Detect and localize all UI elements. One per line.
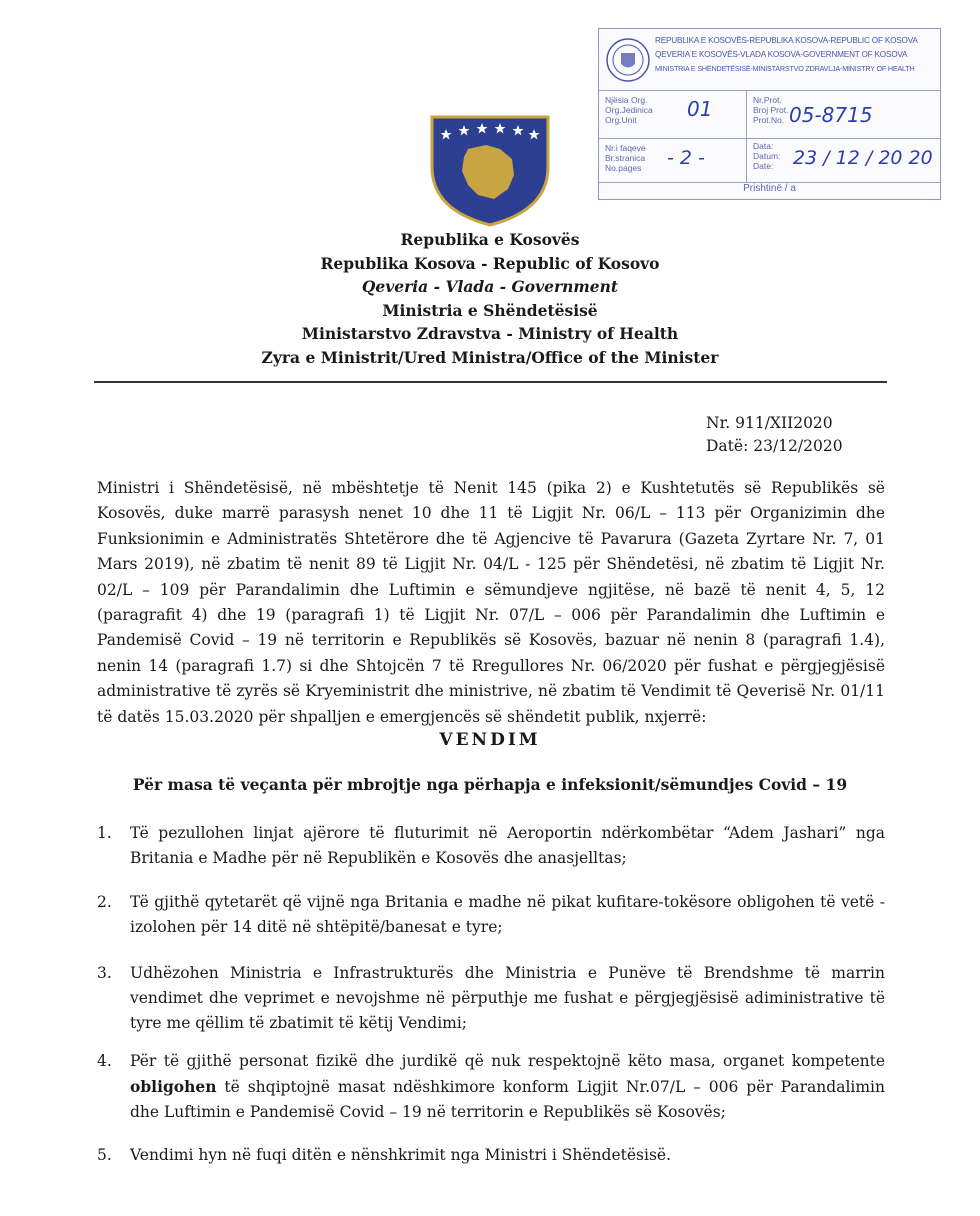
decision-item <box>97 821 885 871</box>
item-text: Udhëzohen Ministria e Infrastrukturës dhe Ministria e Punëve të Brendshme të marrin vendimet dhe veprimet e nevojshme në përputhje me fushat e përgjegjësisë adiministrative të tyre me qëllim të zbatimit të këtij Vendimi; <box>130 964 885 1032</box>
decision-item <box>97 890 885 940</box>
stamp-label: Br.stranica <box>605 153 646 163</box>
decision-item <box>97 1143 885 1168</box>
header-divider <box>94 381 887 383</box>
item-number: 3. <box>97 964 112 982</box>
stamp-label: Org.Jedinica <box>605 105 653 115</box>
stamp-protocol-value: 05-8715 <box>789 103 873 127</box>
stamp-header <box>599 29 940 91</box>
stamp-label: Date: <box>753 161 774 171</box>
item-text-bold: obligohen <box>130 1077 217 1096</box>
stamp-label: No.pages <box>605 163 642 173</box>
header-ministry: Ministria e Shëndetësisë <box>382 300 598 320</box>
item-number: 1. <box>97 824 112 842</box>
stamp-label: Nr.i faqeve <box>605 143 646 153</box>
stamp-label: Nr.Prot. <box>753 95 782 105</box>
stamp-header-line: MINISTRIA E SHËNDETËSISË-MINISTARSTVO ZDRAVLJA-MINISTRY OF HEALTH <box>655 64 915 73</box>
decision-subtitle: Për masa të veçanta për mbrojtje nga përhapja e infeksionit/sëmundjes Covid – 19 <box>132 775 848 794</box>
reference-date: Datë: 23/12/2020 <box>706 437 843 455</box>
item-text <box>130 1049 885 1125</box>
header-office: Zyra e Ministrit/Ured Ministra/Office of the Minister <box>261 347 719 367</box>
stamp-place: Prishtinë / a <box>743 183 796 194</box>
item-number: 5. <box>97 1146 112 1164</box>
stamp-label: Datum: <box>753 151 781 161</box>
header-republic-translations: Republika Kosova - Republic of Kosovo <box>320 253 660 273</box>
header-government: Qeveria - Vlada - Government <box>361 277 619 297</box>
stamp-pages-value: - 2 - <box>667 147 705 169</box>
stamp-label: Prot.No. <box>753 115 785 125</box>
stamp-label: Data: <box>753 141 774 151</box>
header-republic: Republika e Kosovës <box>400 230 580 249</box>
stamp-unit-value: 01 <box>687 97 713 121</box>
stamp-label: Org.Unit <box>605 115 637 125</box>
document-reference <box>706 412 843 458</box>
stamp-label: Njësia Org. <box>605 95 648 105</box>
stamp-header-line: QEVERIA E KOSOVËS-VLADA KOSOVA-GOVERNMENT OF KOSOVA <box>655 50 908 59</box>
intro-paragraph: Ministri i Shëndetësisë, në mbështetje të Nenit 145 (pika 2) e Kushtetutës së Republikës së Kosovës, duke marrë parasysh nenet 10 dhe 11 të Ligjit Nr. 06/L – 113 për Organizimin dhe Funksionimin e Administratës Shtetërore dhe të Agjencive të Pavarura (Gazeta Zyrtare Nr. 7, 01 Mars 2019), në zbatim të nenit 89 të Ligjit Nr. 04/L - 125 për Shëndetësi, në zbatim të Ligjit Nr. 02/L – 109 për Parandalimin dhe Luftimin e sëmundjeve ngjitëse, në bazë të nenit 4, 5, 12 (paragrafit 4) dhe 19 (paragrafi 1) të Ligjit Nr. 07/L – 006 për Parandalimin dhe Luftimin e Pandemisë Covid – 19 në territorin e Republikës së Kosovës, bazuar në nenin 8 (paragrafi 1.4), nenin 14 (paragrafi 1.7) si dhe Shtojcën 7 të Rregullores Nr. 06/2020 për fushat e përgjegjësisë administrative të zyrës së Kryeministrit dhe ministrive, në zbatim të Vendimit të Qeverisë Nr. 01/11 të datës 15.03.2020 për shpalljen e emergjencës së shëndetit publik, nxjerrë: <box>97 479 885 726</box>
stamp-date-value: 23 / 12 / 20 20 <box>793 147 933 169</box>
stamp-label: Broj Prot. <box>753 105 789 115</box>
item-number: 4. <box>97 1052 112 1070</box>
item-text: Të gjithë qytetarët që vijnë nga Britania e madhe në pikat kufitare-tokësore obligohen të vetë - izolohen për 14 ditë në shtëpitë/banesat e tyre; <box>130 893 885 936</box>
item-text: Të pezullohen linjat ajërore të fluturimit në Aeroportin ndërkombëtar “Adem Jashari” nga Britania e Madhe për në Republikën e Kosovës dhe anasjelltas; <box>130 824 885 867</box>
decision-title: VENDIM <box>439 730 541 750</box>
decision-item <box>97 1049 885 1125</box>
coat-of-arms-icon <box>428 115 552 227</box>
document-header <box>0 228 980 370</box>
stamp-emblem-icon <box>605 35 651 85</box>
item-text-part: Për të gjithë personat fizikë dhe jurdikë që nuk respektojnë këto masa, organet kompetente <box>130 1052 885 1070</box>
item-text-part: të shqiptojnë masat ndëshkimore konform Ligjit Nr.07/L – 006 për Parandalimin dhe Luftimin e Pandemisë Covid – 19 në territorin e Republikës së Kosovës; <box>130 1078 885 1121</box>
item-number: 2. <box>97 893 112 911</box>
stamp-header-line: REPUBLIKA E KOSOVËS-REPUBLIKA KOSOVA-REPUBLIC OF KOSOVA <box>655 36 918 45</box>
header-ministry-translations: Ministarstvo Zdravstva - Ministry of Health <box>301 324 679 344</box>
decision-item <box>97 961 885 1036</box>
reference-number: Nr. 911/XII2020 <box>706 414 833 432</box>
item-text: Vendimi hyn në fuqi ditën e nënshkrimit nga Ministri i Shëndetësisë. <box>130 1146 672 1164</box>
registration-stamp <box>598 28 941 200</box>
